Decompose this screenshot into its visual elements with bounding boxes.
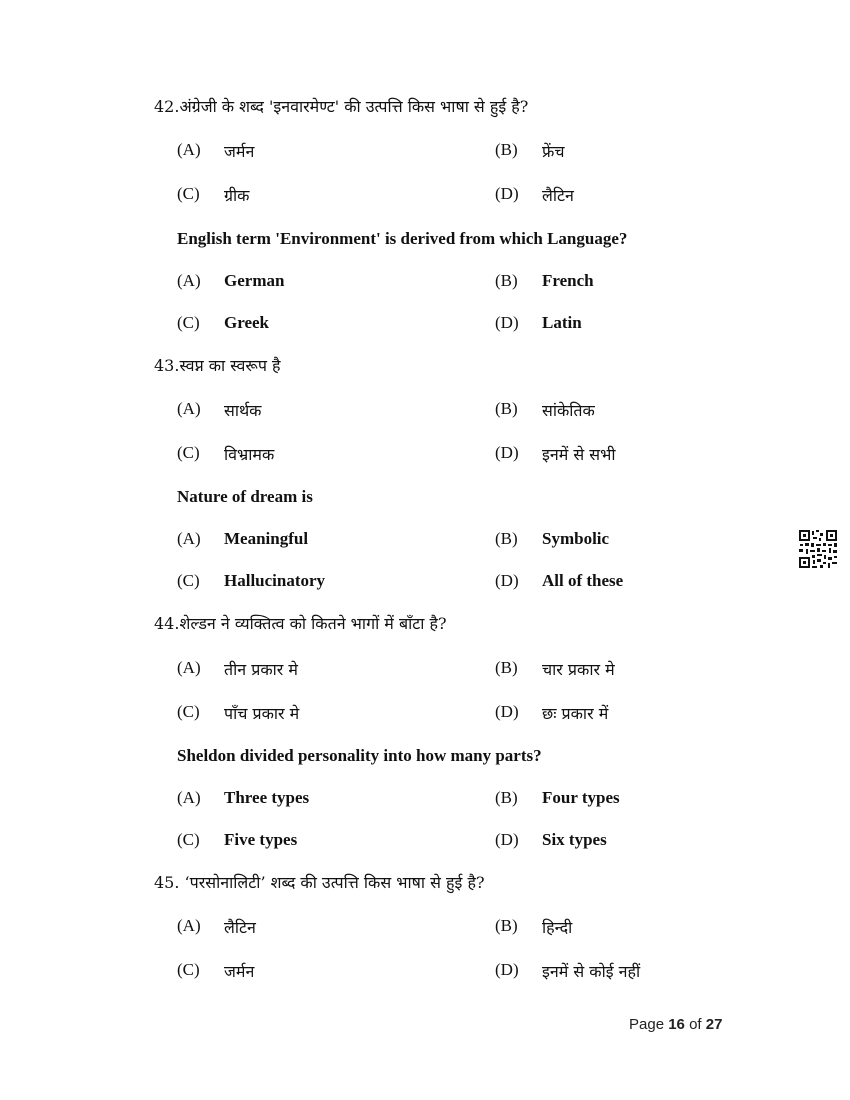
q44-en-option-b-label: (B) <box>495 788 518 807</box>
q44-hi-option-b: चार प्रकार मे <box>542 660 615 679</box>
q45-hi-option-c-label: (C) <box>177 960 200 979</box>
q44-hi-option-d-label: (D) <box>495 702 519 721</box>
q44-en-option-d: Six types <box>542 830 607 849</box>
page-word: Page <box>629 1016 665 1033</box>
q42-hi-option-c: ग्रीक <box>224 186 250 205</box>
q42-en-option-a: German <box>224 271 285 290</box>
q43-hi-option-b: सांकेतिक <box>542 401 595 420</box>
q44-en-option-d-label: (D) <box>495 830 519 849</box>
question-45-hindi: 45. ‘परसोनालिटी’ शब्द की उत्पत्ति किस भाषा से हुई है? <box>154 873 485 892</box>
q44-en-option-a-label: (A) <box>177 788 201 807</box>
q42-en-option-b: French <box>542 271 594 290</box>
question-42-hindi: 42.अंग्रेजी के शब्द 'इनवारमेण्ट' की उत्पत्ति किस भाषा से हुई है? <box>154 97 529 116</box>
q42-hi-option-d-label: (D) <box>495 184 519 203</box>
q42-en-option-c: Greek <box>224 313 270 332</box>
question-43-english: Nature of dream is <box>177 487 313 506</box>
q44-en-option-c: Five types <box>224 830 298 849</box>
q44-hi-option-c-label: (C) <box>177 702 200 721</box>
total-pages-number: 27 <box>705 1016 723 1033</box>
q43-en-option-a-label: (A) <box>177 529 201 548</box>
question-44-english: Sheldon divided personality into how many parts? <box>177 746 542 765</box>
q44-en-option-c-label: (C) <box>177 830 200 849</box>
q42-en-option-d: Latin <box>542 313 582 332</box>
q43-hi-option-b-label: (B) <box>495 399 518 418</box>
q43-hi-option-d-label: (D) <box>495 443 519 462</box>
of-word: of <box>689 1016 702 1033</box>
page-footer <box>629 1016 722 1033</box>
q43-en-option-c-label: (C) <box>177 571 200 590</box>
q43-hi-option-a-label: (A) <box>177 399 201 418</box>
q42-hi-option-b: फ्रेंच <box>542 142 565 161</box>
question-42-english: English term 'Environment' is derived from which Language? <box>177 229 628 248</box>
q44-en-option-a: Three types <box>224 788 310 807</box>
q42-en-option-d-label: (D) <box>495 313 519 332</box>
q43-en-option-d: All of these <box>542 571 624 590</box>
q45-hi-option-c: जर्मन <box>224 962 255 981</box>
q43-en-option-b-label: (B) <box>495 529 518 548</box>
q44-hi-option-b-label: (B) <box>495 658 518 677</box>
q44-en-option-b: Four types <box>542 788 620 807</box>
q42-en-option-b-label: (B) <box>495 271 518 290</box>
q43-en-option-c: Hallucinatory <box>224 571 326 590</box>
current-page-number: 16 <box>668 1016 685 1033</box>
q42-en-option-a-label: (A) <box>177 271 201 290</box>
q43-en-option-b: Symbolic <box>542 529 610 548</box>
question-43-hindi: 43.स्वप्न का स्वरूप है <box>154 356 281 375</box>
q42-hi-option-a-label: (A) <box>177 140 201 159</box>
q43-en-option-a: Meaningful <box>224 529 309 548</box>
q45-hi-option-d: इनमें से कोई नहीं <box>542 962 641 981</box>
q42-hi-option-d: लैटिन <box>542 186 574 205</box>
q45-hi-option-b: हिन्दी <box>542 918 573 937</box>
q43-en-option-d-label: (D) <box>495 571 519 590</box>
q45-hi-option-d-label: (D) <box>495 960 519 979</box>
q44-hi-option-a-label: (A) <box>177 658 201 677</box>
q43-hi-option-d: इनमें से सभी <box>542 445 616 464</box>
q44-hi-option-c: पाँच प्रकार मे <box>224 704 300 723</box>
q42-hi-option-c-label: (C) <box>177 184 200 203</box>
q45-hi-option-a: लैटिन <box>224 918 256 937</box>
q42-hi-option-a: जर्मन <box>224 142 255 161</box>
q42-hi-option-b-label: (B) <box>495 140 518 159</box>
qr-code-icon <box>798 529 838 569</box>
q42-en-option-c-label: (C) <box>177 313 200 332</box>
question-44-hindi: 44.शेल्डन ने व्यक्तित्व को कितने भागों में बाँटा है? <box>154 614 447 633</box>
q45-hi-option-a-label: (A) <box>177 916 201 935</box>
q43-hi-option-a: सार्थक <box>224 401 262 420</box>
q44-hi-option-a: तीन प्रकार मे <box>224 660 298 679</box>
q43-hi-option-c-label: (C) <box>177 443 200 462</box>
q44-hi-option-d: छः प्रकार में <box>542 704 609 723</box>
q45-hi-option-b-label: (B) <box>495 916 518 935</box>
q43-hi-option-c: विभ्रामक <box>224 445 275 464</box>
